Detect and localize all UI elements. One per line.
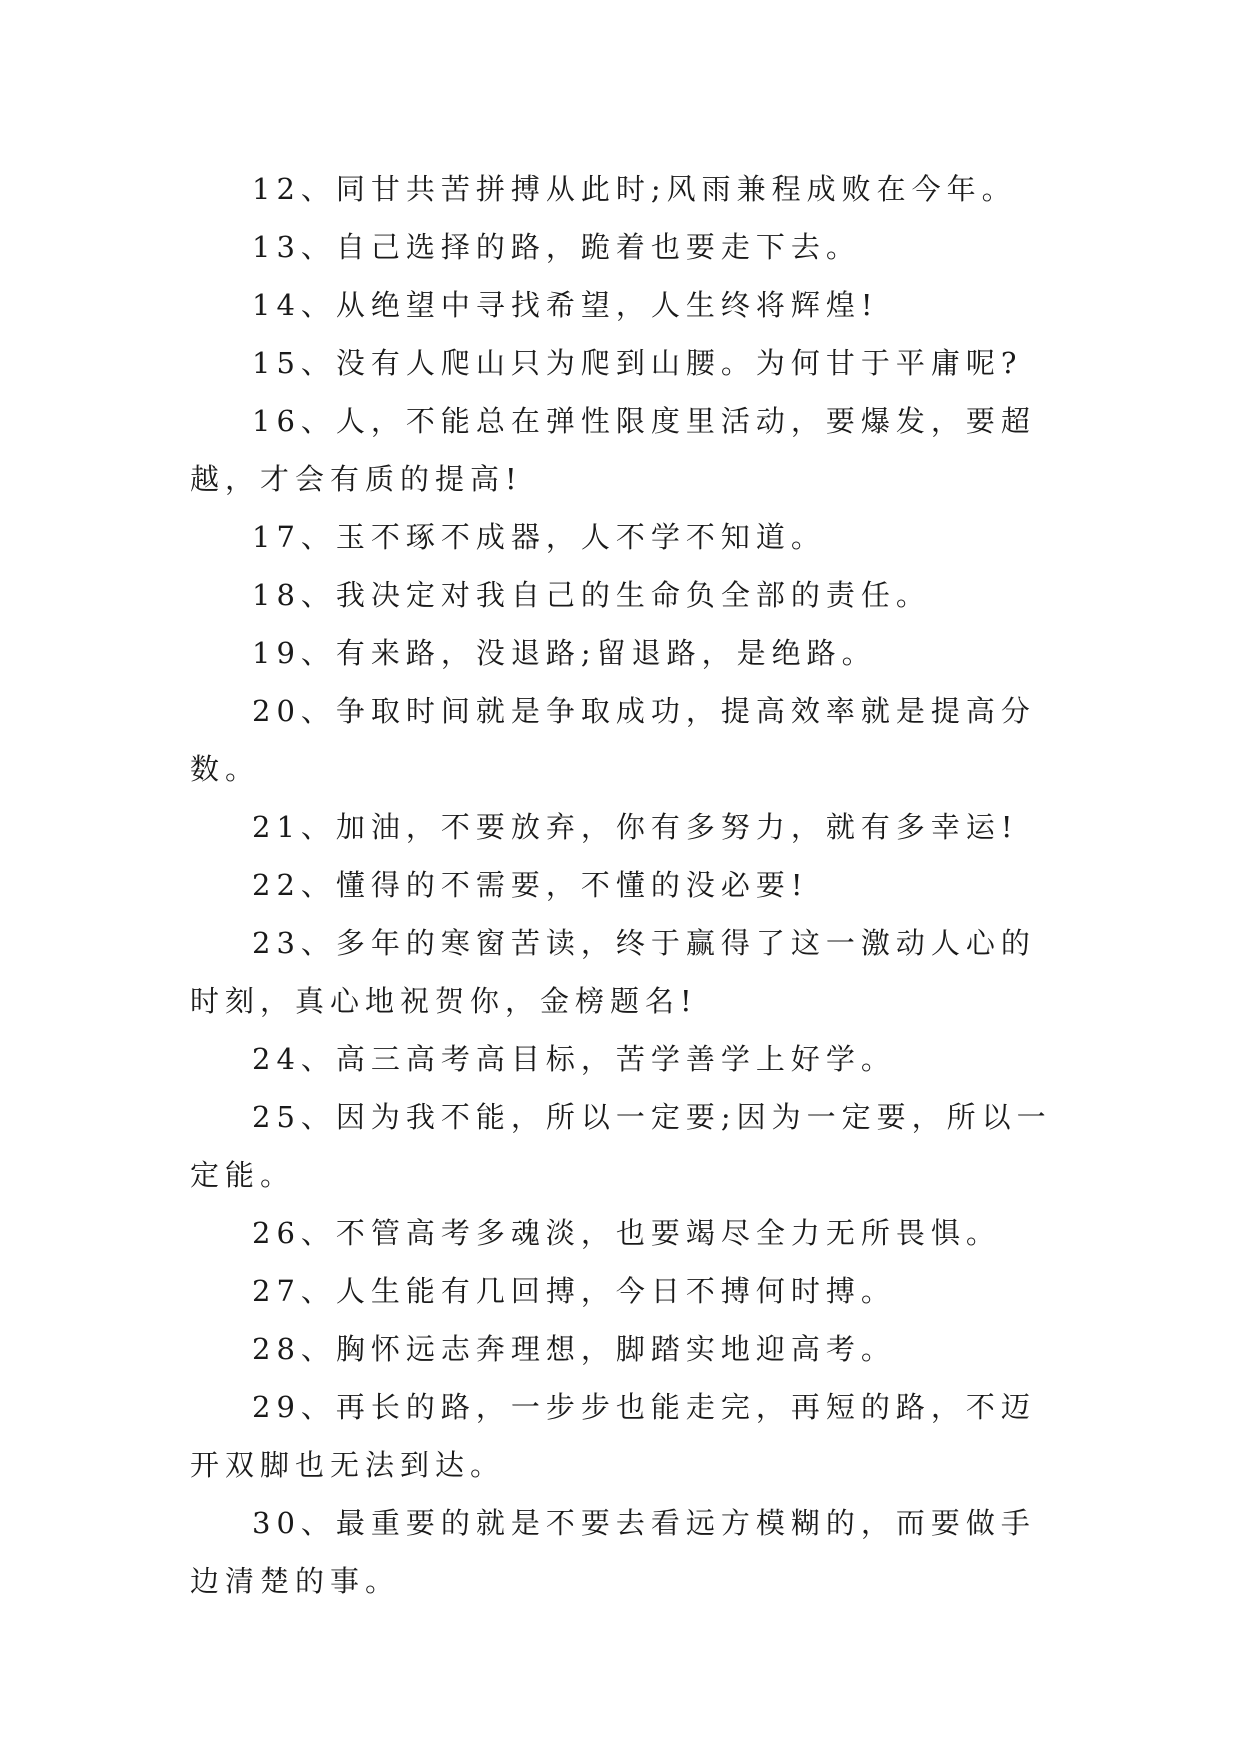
paragraph-21: 21、加油，不要放弃，你有多努力，就有多幸运! — [252, 810, 1019, 844]
paragraph-26: 26、不管高考多魂淡，也要竭尽全力无所畏惧。 — [252, 1216, 1001, 1250]
paragraph-16: 16、人，不能总在弹性限度里活动，要爆发，要超越，才会有质的提高! — [190, 404, 1036, 496]
paragraph-23: 23、多年的寒窗苦读，终于赢得了这一激动人心的时刻，真心地祝贺你，金榜题名! — [190, 926, 1036, 1018]
paragraph-29: 29、再长的路，一步步也能走完，再短的路，不迈开双脚也无法到达。 — [190, 1390, 1036, 1482]
paragraph-28: 28、胸怀远志奔理想，脚踏实地迎高考。 — [252, 1332, 896, 1366]
paragraph-14: 14、从绝望中寻找希望，人生终将辉煌! — [252, 288, 879, 322]
paragraph-24: 24、高三高考高目标，苦学善学上好学。 — [252, 1042, 896, 1076]
paragraph-12: 12、同甘共苦拼搏从此时;风雨兼程成败在今年。 — [252, 172, 1017, 206]
paragraph-27: 27、人生能有几回搏，今日不搏何时搏。 — [252, 1274, 896, 1308]
paragraph-15: 15、没有人爬山只为爬到山腰。为何甘于平庸呢? — [252, 346, 1023, 380]
paragraph-13: 13、自己选择的路，跪着也要走下去。 — [252, 230, 861, 264]
paragraph-25: 25、因为我不能，所以一定要;因为一定要，所以一定能。 — [190, 1100, 1052, 1192]
paragraph-22: 22、懂得的不需要，不懂的没必要! — [252, 868, 809, 902]
paragraph-20: 20、争取时间就是争取成功，提高效率就是提高分数。 — [190, 694, 1036, 786]
paragraph-18: 18、我决定对我自己的生命负全部的责任。 — [252, 578, 931, 612]
paragraph-30: 30、最重要的就是不要去看远方模糊的，而要做手边清楚的事。 — [190, 1506, 1036, 1598]
document-body — [190, 160, 1070, 1610]
paragraph-17: 17、玉不琢不成器，人不学不知道。 — [252, 520, 826, 554]
paragraph-19: 19、有来路，没退路;留退路，是绝路。 — [252, 636, 877, 670]
